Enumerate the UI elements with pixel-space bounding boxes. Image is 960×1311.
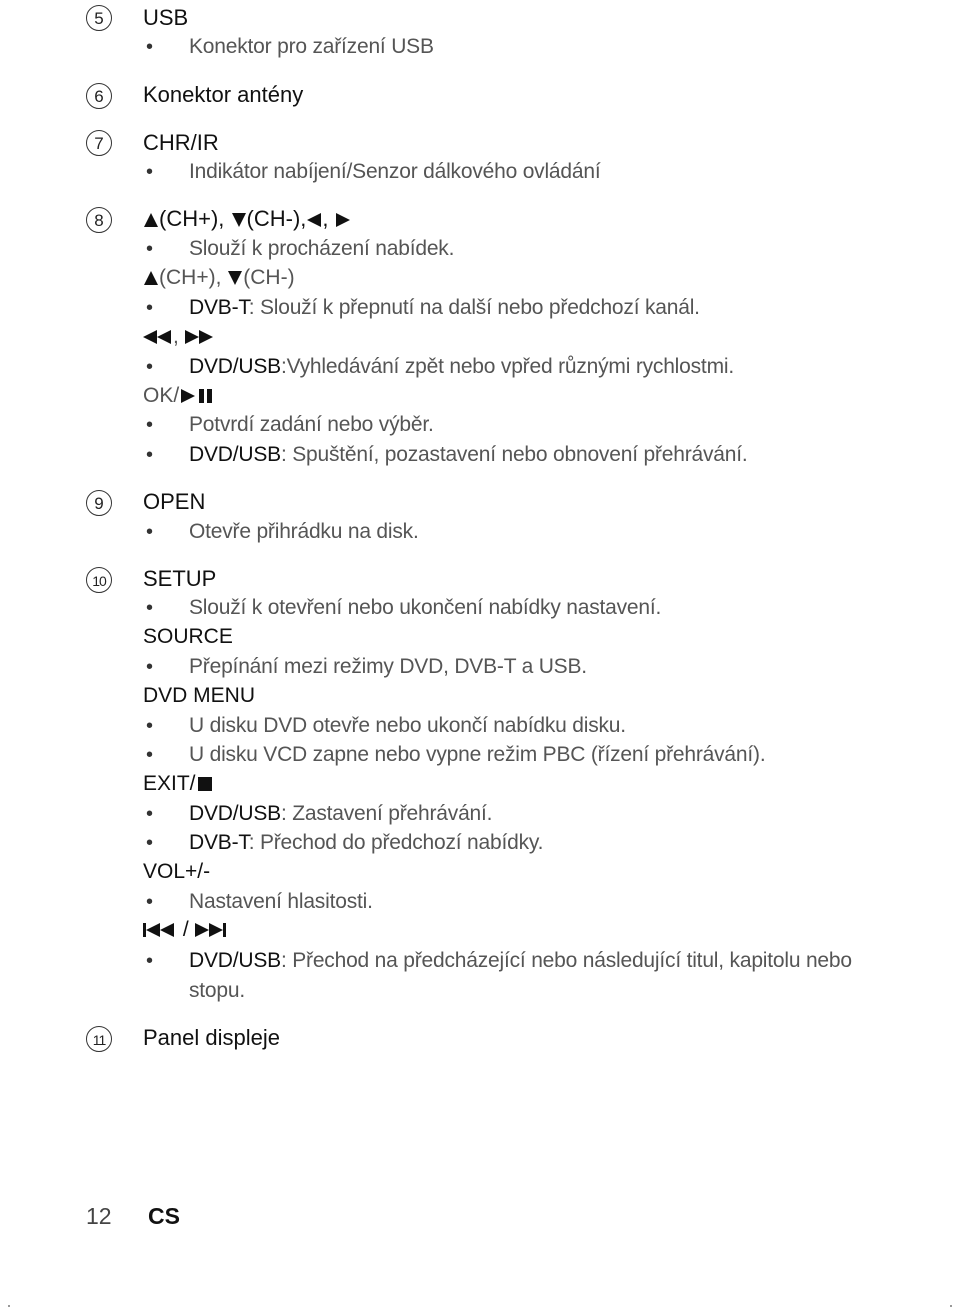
bullet: • — [146, 891, 154, 913]
item-number-9: 9 — [86, 490, 112, 516]
item-8-bullet-2: DVB-T: Slouží k přepnutí na další nebo předchozí kanál. — [189, 296, 700, 319]
language-code: CS — [148, 1203, 180, 1229]
down-triangle-icon — [231, 212, 247, 228]
item-number-7: 7 — [86, 130, 112, 156]
item-title-chr-ir: CHR/IR — [143, 130, 219, 155]
item-title-display-panel: Panel displeje — [143, 1025, 280, 1050]
item-10-bullet-3: U disku DVD otevře nebo ukončí nabídku disku. — [189, 714, 626, 737]
item-7-bullet-1: Indikátor nabíjení/Senzor dálkového ovládání — [189, 160, 601, 183]
item-10-bullet-2: Přepínání mezi režimy DVD, DVB-T a USB. — [189, 655, 587, 678]
up-triangle-icon — [143, 212, 159, 228]
bullet: • — [146, 36, 154, 58]
ok-play-pause-subheading: OK/ — [143, 384, 219, 408]
crop-mark — [8, 1305, 10, 1307]
item-9-bullet-1: Otevře přihrádku na disk. — [189, 520, 419, 543]
item-10-bullet-8-continued: stopu. — [189, 979, 246, 1002]
crop-mark — [950, 1305, 952, 1307]
play-pause-icon — [179, 388, 219, 404]
bullet: • — [146, 803, 154, 825]
right-triangle-icon — [335, 212, 351, 228]
rewind-icon — [143, 329, 173, 345]
item-8-bullet-3: DVD/USB:Vyhledávání zpět nebo vpřed různými rychlostmi. — [189, 355, 734, 378]
bullet: • — [146, 414, 154, 436]
item-number-6: 6 — [86, 83, 112, 109]
item-10-bullet-7: Nastavení hlasitosti. — [189, 890, 373, 913]
item-5-bullet-1: Konektor pro zařízení USB — [189, 35, 434, 58]
down-triangle-icon — [227, 270, 243, 286]
item-title-setup: SETUP — [143, 566, 217, 591]
item-10-bullet-8: DVD/USB: Přechod na předcházející nebo následující titul, kapitolu nebo — [189, 949, 852, 972]
item-10-bullet-1: Slouží k otevření nebo ukončení nabídky nastavení. — [189, 596, 662, 619]
item-number-11: 11 — [86, 1026, 112, 1052]
item-10-bullet-5: DVD/USB: Zastavení přehrávání. — [189, 802, 493, 825]
bullet: • — [146, 832, 154, 854]
exit-stop-subheading: EXIT/ — [143, 772, 214, 796]
up-triangle-icon — [143, 270, 159, 286]
left-triangle-icon — [306, 212, 322, 228]
stop-icon — [196, 776, 214, 792]
item-10-bullet-6: DVB-T: Přechod do předchozí nabídky. — [189, 831, 544, 854]
dvd-menu-subheading: DVD MENU — [143, 684, 256, 707]
item-title-navigation: (CH+), (CH-), , — [143, 206, 351, 232]
bullet: • — [146, 715, 154, 737]
bullet: • — [146, 297, 154, 319]
bullet: • — [146, 444, 154, 466]
item-number-5: 5 — [86, 5, 112, 31]
item-title-open: OPEN — [143, 489, 206, 514]
item-title-usb: USB — [143, 5, 189, 30]
bullet: • — [146, 950, 154, 972]
item-number-10: 10 — [86, 567, 112, 593]
rewind-forward-subheading: , — [143, 325, 215, 349]
item-title-antenna: Konektor antény — [143, 82, 304, 107]
item-10-bullet-4: U disku VCD zapne nebo vypne režim PBC (řízení přehrávání). — [189, 743, 766, 766]
item-8-bullet-1: Slouží k procházení nabídek. — [189, 237, 455, 260]
ch-up-down-subheading: (CH+), (CH-) — [143, 266, 295, 290]
next-icon — [195, 922, 229, 938]
bullet: • — [146, 356, 154, 378]
bullet: • — [146, 161, 154, 183]
fast-forward-icon — [185, 329, 215, 345]
item-8-bullet-4: Potvrdí zadání nebo výběr. — [189, 413, 434, 436]
page-number: 12 — [86, 1203, 112, 1229]
previous-icon — [143, 922, 177, 938]
item-8-bullet-5: DVD/USB: Spuštění, pozastavení nebo obnovení přehrávání. — [189, 443, 748, 466]
bullet: • — [146, 238, 154, 260]
volume-subheading: VOL+/- — [143, 860, 211, 883]
skip-subheading: / — [143, 918, 229, 942]
bullet: • — [146, 521, 154, 543]
bullet: • — [146, 597, 154, 619]
source-subheading: SOURCE — [143, 625, 233, 648]
item-number-8: 8 — [86, 207, 112, 233]
bullet: • — [146, 656, 154, 678]
bullet: • — [146, 744, 154, 766]
